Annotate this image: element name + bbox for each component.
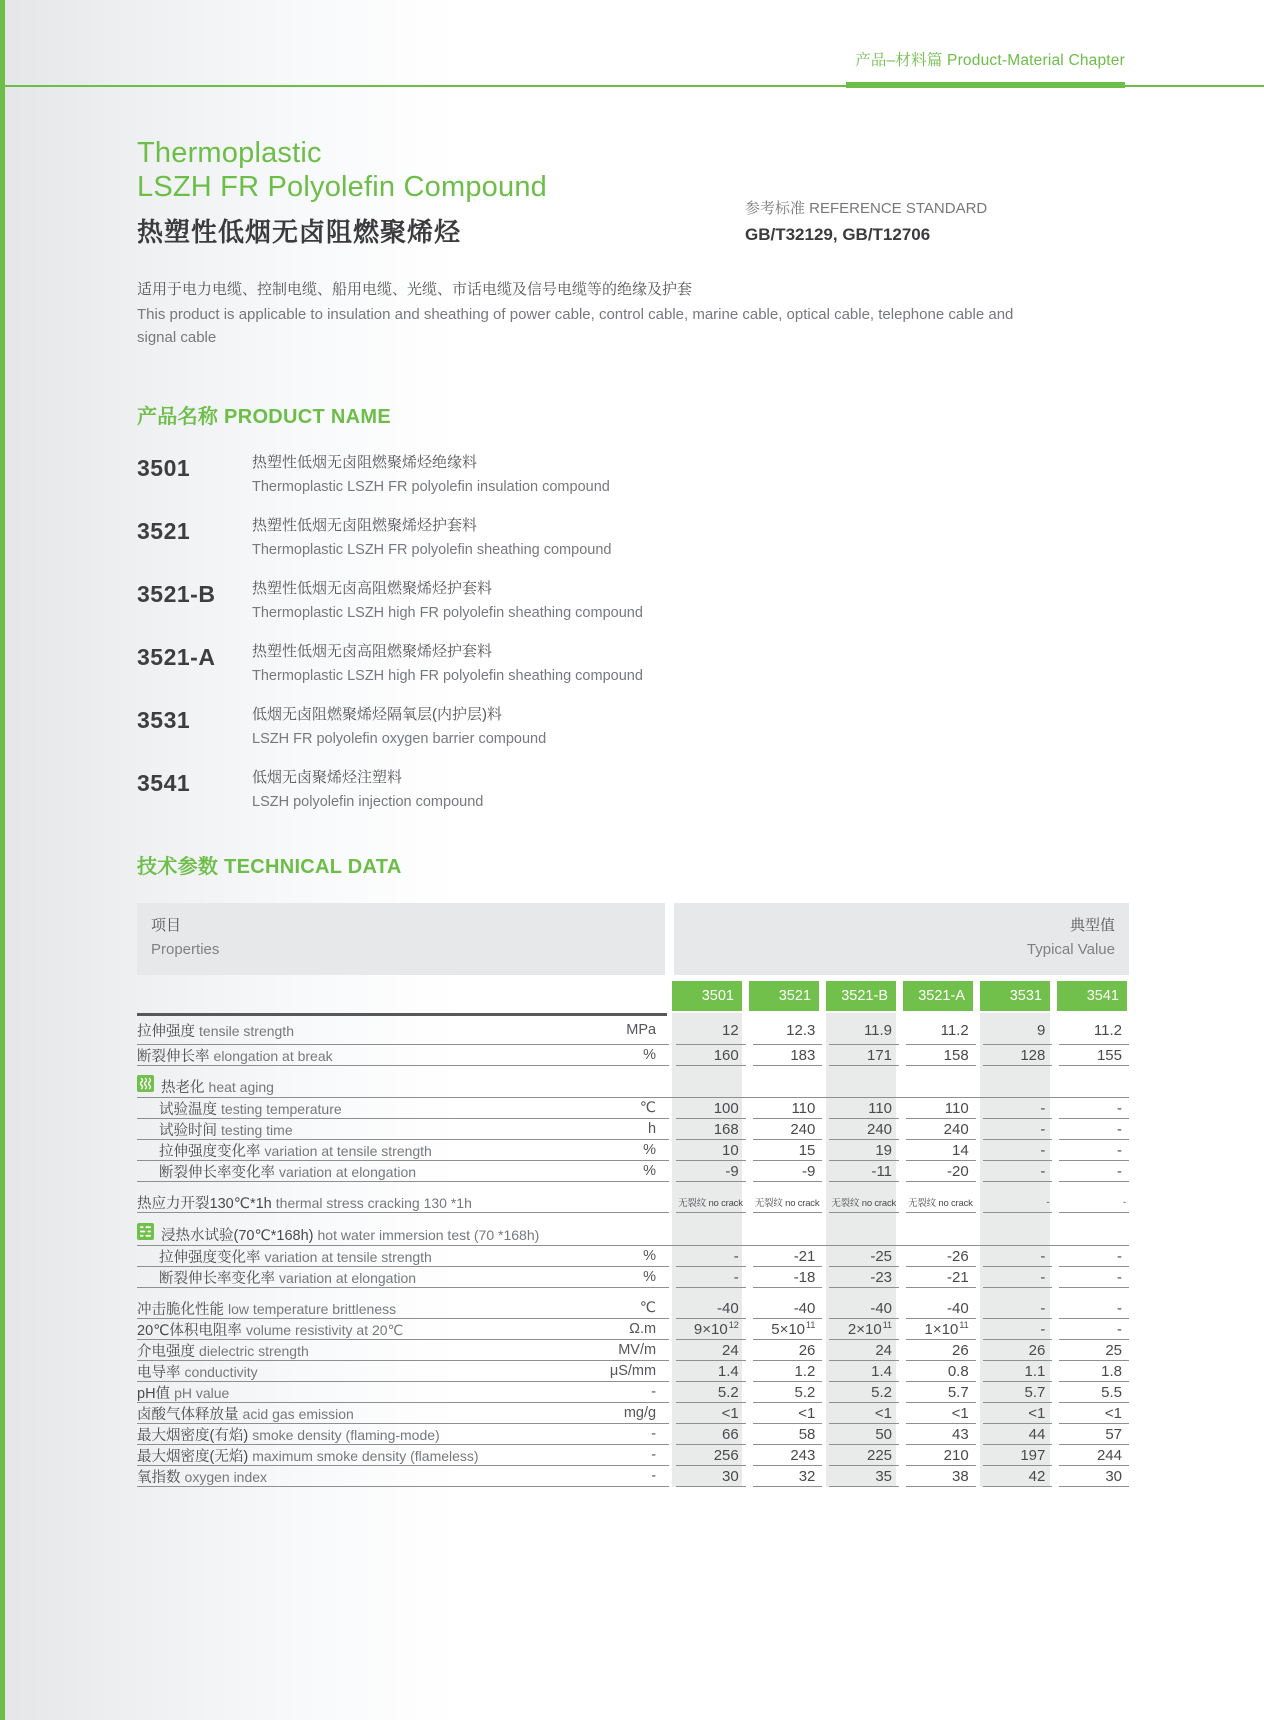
- value-cell: 14: [906, 1140, 976, 1161]
- row-label-en: acid gas emission: [242, 1405, 354, 1422]
- table-row: [137, 1140, 1129, 1161]
- row-label-en: thermal stress cracking 130 *1h: [275, 1194, 472, 1211]
- description-zh: 适用于电力电缆、控制电缆、船用电缆、光缆、市话电缆及信号电缆等的绝缘及护套: [137, 281, 693, 298]
- row-label-en: elongation at break: [213, 1047, 333, 1064]
- value-cell: -26: [906, 1246, 976, 1267]
- value-cell: 15: [753, 1140, 823, 1161]
- left-edge-green-bar: [0, 0, 5, 1720]
- table-row: [137, 1298, 1129, 1319]
- row-label: [137, 1403, 579, 1424]
- value-cell: 1.8: [1059, 1361, 1129, 1382]
- value-cell: -11: [829, 1161, 899, 1182]
- value-cell: -: [983, 1161, 1053, 1182]
- value-cell: -40: [829, 1298, 899, 1319]
- value-cell: <1: [983, 1403, 1053, 1424]
- value-cell: 256: [676, 1445, 746, 1466]
- value-cell: 19: [829, 1140, 899, 1161]
- value-cell: -: [1059, 1192, 1129, 1213]
- value-cell: 11.2: [1059, 1016, 1129, 1045]
- value-cell: 5.7: [906, 1382, 976, 1403]
- value-cell: 1.4: [829, 1361, 899, 1382]
- row-label: [137, 1098, 579, 1119]
- value-cell: 58: [753, 1424, 823, 1445]
- value-cell: 42: [983, 1466, 1053, 1487]
- table-row: [137, 1161, 1129, 1182]
- row-label-en: maximum smoke density (flameless): [252, 1447, 479, 1464]
- value-cell: -23: [829, 1267, 899, 1288]
- row-label-zh: 冲击脆化性能: [137, 1301, 229, 1318]
- product-code: 3531: [137, 707, 191, 733]
- technical-data-section: [137, 850, 1129, 1487]
- row-unit: %: [643, 1047, 657, 1063]
- product-name-zh: 热塑性低烟无卤高阻燃聚烯烃护套料: [252, 643, 493, 660]
- table-row: [137, 1319, 1129, 1340]
- product-description: [252, 642, 643, 686]
- value-cell: 24: [829, 1340, 899, 1361]
- table-row: [137, 1267, 1129, 1288]
- page-title: [137, 136, 547, 249]
- row-unit: -: [651, 1447, 657, 1463]
- row-label-en: tensile strength: [199, 1022, 294, 1039]
- row-label: [137, 1192, 579, 1213]
- value-cell: -: [1059, 1298, 1129, 1319]
- typical-value-header-box: [674, 903, 1129, 975]
- product-name-en: Thermoplastic LSZH FR polyolefin sheathing compound: [252, 542, 612, 558]
- row-unit: MV/m: [618, 1342, 657, 1358]
- row-label: [137, 1020, 579, 1041]
- row-unit: mg/g: [623, 1405, 657, 1421]
- column-header: 3521-A: [903, 981, 973, 1011]
- product-name-en: LSZH polyolefin injection compound: [252, 794, 484, 810]
- value-cell: 110: [829, 1098, 899, 1119]
- value-cell: 26: [906, 1340, 976, 1361]
- table-row: [137, 1403, 1129, 1424]
- row-unit: %: [643, 1163, 657, 1179]
- value-cell: -: [1059, 1161, 1129, 1182]
- product-name-zh: 低烟无卤阻燃聚烯烃隔氧层(内护层)料: [252, 706, 502, 723]
- value-cell: -: [1059, 1140, 1129, 1161]
- value-cell: -: [983, 1098, 1053, 1119]
- row-label: [137, 1382, 579, 1403]
- row-label-zh: 拉伸强度变化率: [159, 1249, 265, 1266]
- row-label-en: variation at tensile strength: [264, 1142, 432, 1159]
- page-title-en-line2: LSZH FR Polyolefin Compound: [137, 171, 547, 203]
- row-label-cell: [137, 1445, 669, 1466]
- value-cell: -: [983, 1267, 1053, 1288]
- row-label-cell: [137, 1016, 669, 1045]
- row-unit: -: [651, 1384, 657, 1400]
- chapter-underline-bar: [846, 82, 1125, 88]
- value-cell: 158: [906, 1045, 976, 1066]
- row-label-cell: [137, 1298, 669, 1319]
- value-cell: 5.5: [1059, 1382, 1129, 1403]
- value-cell: -: [983, 1192, 1053, 1213]
- row-label-cell: [137, 1119, 669, 1140]
- row-label-cell: [137, 1466, 669, 1487]
- value-cell: 0.8: [906, 1361, 976, 1382]
- properties-label-en: Properties: [151, 941, 220, 958]
- row-label-cell: [137, 1098, 669, 1119]
- row-label: [137, 1119, 579, 1140]
- applicability-description: [137, 278, 1042, 349]
- row-label-en: volume resistivity at 20℃: [245, 1321, 404, 1338]
- row-label-cell: [137, 1074, 1129, 1098]
- table-row: [137, 1445, 1129, 1466]
- row-label-zh: 电导率: [137, 1364, 185, 1381]
- row-unit: %: [643, 1142, 657, 1158]
- product-name-heading: 产品名称 PRODUCT NAME: [137, 406, 391, 428]
- product-name-en: Thermoplastic LSZH high FR polyolefin sheathing compound: [252, 605, 643, 621]
- row-label-zh: 介电强度: [137, 1343, 200, 1360]
- row-label-zh: 断裂伸长率变化率: [159, 1270, 280, 1287]
- product-row: [137, 579, 1067, 623]
- row-label-cell: [137, 1361, 669, 1382]
- description-en: [137, 303, 1042, 349]
- value-cell: 66: [676, 1424, 746, 1445]
- value-cell: -: [1059, 1098, 1129, 1119]
- typical-value-label-zh: 典型值: [1069, 917, 1115, 934]
- product-row: [137, 453, 1067, 497]
- row-label-zh: 氧指数: [137, 1469, 185, 1486]
- value-cell: 11.9: [829, 1016, 899, 1045]
- value-cell: -21: [906, 1267, 976, 1288]
- value-cell: 12: [676, 1016, 746, 1045]
- value-cell: 110: [753, 1098, 823, 1119]
- table-row: [137, 1192, 1129, 1213]
- value-cell: -: [1059, 1246, 1129, 1267]
- product-description: [252, 768, 483, 812]
- value-cell: 无裂纹 no crack: [906, 1192, 976, 1213]
- column-header: 3521: [749, 981, 819, 1011]
- product-code: 3521-A: [137, 644, 216, 670]
- column-header: 3521-B: [826, 981, 896, 1011]
- row-label: [137, 1361, 579, 1382]
- value-cell: 50: [829, 1424, 899, 1445]
- row-label-cell: [137, 1140, 669, 1161]
- table-body: [137, 1013, 1129, 1487]
- value-cell: -9: [676, 1161, 746, 1182]
- value-cell: 无裂纹 no crack: [753, 1192, 823, 1213]
- row-label: [137, 1161, 579, 1182]
- value-cell: 25: [1059, 1340, 1129, 1361]
- value-cell: 24: [676, 1340, 746, 1361]
- value-cell: 1.2: [753, 1361, 823, 1382]
- row-unit: μS/mm: [609, 1363, 657, 1379]
- reference-standard: [745, 197, 987, 245]
- column-header: 3531: [980, 981, 1050, 1011]
- row-label: [137, 1246, 579, 1267]
- table-row: [137, 1340, 1129, 1361]
- product-name-section: [137, 400, 1067, 831]
- row-label-en: smoke density (flaming-mode): [252, 1426, 440, 1443]
- row-label: [137, 1319, 579, 1340]
- table-column-headers: [672, 981, 1129, 1011]
- value-cell: -: [983, 1140, 1053, 1161]
- product-name-zh: 热塑性低烟无卤阻燃聚烯烃绝缘料: [252, 454, 478, 471]
- value-cell: -25: [829, 1246, 899, 1267]
- row-label: [137, 1267, 579, 1288]
- value-cell: -40: [906, 1298, 976, 1319]
- value-cell: 240: [906, 1119, 976, 1140]
- row-label-zh: 最大烟密度(无焰): [137, 1448, 253, 1465]
- value-cell: 1.4: [676, 1361, 746, 1382]
- row-label-en: heat aging: [208, 1078, 274, 1095]
- value-cell: -: [983, 1298, 1053, 1319]
- properties-header-box: [137, 903, 665, 975]
- table-row: [137, 1016, 1129, 1045]
- row-label-en: oxygen index: [184, 1468, 268, 1485]
- row-label: [137, 1045, 579, 1066]
- row-label-zh: 拉伸强度变化率: [159, 1143, 265, 1160]
- value-cell: -: [676, 1246, 746, 1267]
- row-label-en: testing temperature: [221, 1100, 342, 1117]
- value-cell: 210: [906, 1445, 976, 1466]
- chapter-label: 产品–材料篇 Product-Material Chapter: [855, 52, 1125, 69]
- value-cell: 43: [906, 1424, 976, 1445]
- product-row: [137, 768, 1067, 812]
- table-row: [137, 1382, 1129, 1403]
- value-cell: 1×10 11: [906, 1319, 976, 1340]
- value-cell: 12.3: [753, 1016, 823, 1045]
- value-cell: 9×10 12: [676, 1319, 746, 1340]
- row-label-cell: [137, 1246, 669, 1267]
- value-cell: 171: [829, 1045, 899, 1066]
- value-cell: -: [983, 1319, 1053, 1340]
- table-row: [137, 1424, 1129, 1445]
- table-header: [137, 903, 1129, 975]
- row-label-cell: [137, 1424, 669, 1445]
- row-label: [137, 1340, 579, 1361]
- product-code: 3501: [137, 455, 191, 481]
- typical-value-label-en: Typical Value: [1026, 941, 1115, 958]
- table-row: [137, 1361, 1129, 1382]
- value-cell: 26: [753, 1340, 823, 1361]
- row-label-cell: [137, 1045, 669, 1066]
- value-cell: 5×10 11: [753, 1319, 823, 1340]
- page-title-zh: 热塑性低烟无卤阻燃聚烯烃: [137, 217, 462, 247]
- value-cell: 225: [829, 1445, 899, 1466]
- value-cell: -: [1059, 1119, 1129, 1140]
- page-title-en-line1: Thermoplastic: [137, 137, 322, 169]
- value-cell: 35: [829, 1466, 899, 1487]
- row-label-zh: 20℃体积电阻率: [137, 1322, 246, 1339]
- row-label-cell: [137, 1222, 1129, 1246]
- value-cell: 26: [983, 1340, 1053, 1361]
- table-row: [137, 1098, 1129, 1119]
- value-cell: <1: [906, 1403, 976, 1424]
- row-label: [137, 1445, 579, 1466]
- row-label-en: conductivity: [184, 1363, 258, 1380]
- value-cell: 9: [983, 1016, 1053, 1045]
- row-label-zh: 热应力开裂130℃*1h: [137, 1195, 276, 1212]
- product-code: 3521: [137, 518, 191, 544]
- value-cell: <1: [829, 1403, 899, 1424]
- value-cell: 30: [676, 1466, 746, 1487]
- table-row: [137, 1045, 1129, 1066]
- value-cell: 30: [1059, 1466, 1129, 1487]
- value-cell: -: [676, 1267, 746, 1288]
- value-cell: 183: [753, 1045, 823, 1066]
- value-cell: 10: [676, 1140, 746, 1161]
- reference-standard-label: 参考标准 REFERENCE STANDARD: [745, 200, 988, 217]
- table-row: [137, 1466, 1129, 1487]
- value-cell: -: [983, 1246, 1053, 1267]
- row-unit: Ω.m: [629, 1321, 657, 1337]
- row-label-cell: [137, 1161, 669, 1182]
- value-cell: <1: [1059, 1403, 1129, 1424]
- value-cell: -: [1059, 1267, 1129, 1288]
- value-cell: 168: [676, 1119, 746, 1140]
- row-label-en: pH value: [174, 1384, 230, 1401]
- value-cell: 243: [753, 1445, 823, 1466]
- table-group-row: [137, 1222, 1129, 1246]
- value-cell: -20: [906, 1161, 976, 1182]
- value-cell: -21: [753, 1246, 823, 1267]
- product-description: [252, 705, 546, 749]
- description-en-line2: signal cable: [137, 329, 217, 346]
- row-label-zh: 试验温度: [159, 1101, 222, 1118]
- product-description: [252, 579, 643, 623]
- row-label-zh: 卤酸气体释放量: [137, 1406, 243, 1423]
- row-unit: h: [647, 1121, 657, 1137]
- row-label-cell: [137, 1192, 669, 1213]
- row-label-zh: 最大烟密度(有焰): [137, 1427, 253, 1444]
- value-cell: 44: [983, 1424, 1053, 1445]
- value-cell: 5.7: [983, 1382, 1053, 1403]
- value-cell: 1.1: [983, 1361, 1053, 1382]
- row-label: [137, 1140, 579, 1161]
- row-label-en: dielectric strength: [199, 1342, 309, 1359]
- row-unit: %: [643, 1269, 657, 1285]
- value-cell: 5.2: [829, 1382, 899, 1403]
- technical-data-heading: 技术参数 TECHNICAL DATA: [137, 856, 402, 878]
- product-name-en: Thermoplastic LSZH high FR polyolefin sheathing compound: [252, 668, 643, 684]
- product-row: [137, 642, 1067, 686]
- value-cell: 5.2: [676, 1382, 746, 1403]
- row-unit: MPa: [626, 1022, 657, 1038]
- row-label-en: hot water immersion test (70 *168h): [317, 1226, 540, 1243]
- product-list: [137, 453, 1067, 812]
- value-cell: -9: [753, 1161, 823, 1182]
- product-name-en: Thermoplastic LSZH FR polyolefin insulation compound: [252, 479, 610, 495]
- value-cell: 5.2: [753, 1382, 823, 1403]
- product-description: [252, 516, 611, 560]
- product-code: 3541: [137, 770, 191, 796]
- row-label-en: testing time: [221, 1121, 293, 1138]
- description-en-line1: This product is applicable to insulation and sheathing of power cable, control cable, marine cable, optical cable, telephone cable and: [137, 306, 1014, 323]
- row-label-zh: 试验时间: [159, 1122, 222, 1139]
- value-cell: 240: [753, 1119, 823, 1140]
- row-label-cell: [137, 1319, 669, 1340]
- value-cell: -40: [676, 1298, 746, 1319]
- row-label-zh: 断裂伸长率变化率: [159, 1164, 280, 1181]
- value-cell: 197: [983, 1445, 1053, 1466]
- value-cell: 244: [1059, 1445, 1129, 1466]
- row-label-en: variation at elongation: [279, 1163, 417, 1180]
- heat-aging-icon: [137, 1075, 154, 1092]
- product-name-zh: 热塑性低烟无卤阻燃聚烯烃护套料: [252, 517, 478, 534]
- value-cell: -40: [753, 1298, 823, 1319]
- value-cell: 32: [753, 1466, 823, 1487]
- row-label: [137, 1298, 579, 1319]
- row-label-cell: [137, 1403, 669, 1424]
- row-label: [137, 1466, 579, 1487]
- value-cell: 160: [676, 1045, 746, 1066]
- row-unit: -: [651, 1426, 657, 1442]
- row-unit: -: [651, 1468, 657, 1484]
- row-label-cell: [137, 1267, 669, 1288]
- value-cell: 无裂纹 no crack: [829, 1192, 899, 1213]
- value-cell: -: [983, 1119, 1053, 1140]
- value-cell: 128: [983, 1045, 1053, 1066]
- column-header: 3541: [1057, 981, 1127, 1011]
- row-label-en: variation at tensile strength: [264, 1248, 432, 1265]
- value-cell: <1: [753, 1403, 823, 1424]
- row-label-zh: pH值: [137, 1385, 175, 1402]
- value-cell: 11.2: [906, 1016, 976, 1045]
- value-cell: 110: [906, 1098, 976, 1119]
- row-unit: %: [643, 1248, 657, 1264]
- value-cell: 2×10 11: [829, 1319, 899, 1340]
- product-row: [137, 516, 1067, 560]
- row-label-zh: 断裂伸长率: [137, 1048, 214, 1065]
- value-cell: <1: [676, 1403, 746, 1424]
- row-label-zh: 拉伸强度: [137, 1023, 200, 1040]
- row-label-zh: 热老化: [161, 1079, 209, 1096]
- properties-label-zh: 项目: [151, 917, 182, 934]
- row-label-cell: [137, 1340, 669, 1361]
- row-unit: ℃: [639, 1300, 657, 1316]
- table-row: [137, 1119, 1129, 1140]
- table-row: [137, 1246, 1129, 1267]
- row-label: [137, 1075, 1129, 1097]
- value-cell: 100: [676, 1098, 746, 1119]
- column-header: 3501: [672, 981, 742, 1011]
- value-cell: 38: [906, 1466, 976, 1487]
- value-cell: -: [1059, 1319, 1129, 1340]
- row-label: [137, 1223, 1129, 1245]
- value-cell: 155: [1059, 1045, 1129, 1066]
- product-code: 3521-B: [137, 581, 216, 607]
- product-name-zh: 热塑性低烟无卤高阻燃聚烯烃护套料: [252, 580, 493, 597]
- row-label: [137, 1424, 579, 1445]
- product-description: [252, 453, 610, 497]
- product-name-zh: 低烟无卤聚烯烃注塑料: [252, 769, 403, 786]
- hot-water-icon: [137, 1223, 154, 1240]
- product-row: [137, 705, 1067, 749]
- table-group-row: [137, 1074, 1129, 1098]
- row-label-cell: [137, 1382, 669, 1403]
- reference-standard-value: GB/T32129, GB/T12706: [745, 225, 931, 244]
- row-label-en: low temperature brittleness: [228, 1300, 397, 1317]
- value-cell: -18: [753, 1267, 823, 1288]
- row-label-en: variation at elongation: [279, 1269, 417, 1286]
- value-cell: 240: [829, 1119, 899, 1140]
- product-name-en: LSZH FR polyolefin oxygen barrier compound: [252, 731, 547, 747]
- value-cell: 57: [1059, 1424, 1129, 1445]
- row-unit: ℃: [639, 1100, 657, 1116]
- value-cell: 无裂纹 no crack: [676, 1192, 746, 1213]
- row-label-zh: 浸热水试验(70℃*168h): [161, 1227, 318, 1244]
